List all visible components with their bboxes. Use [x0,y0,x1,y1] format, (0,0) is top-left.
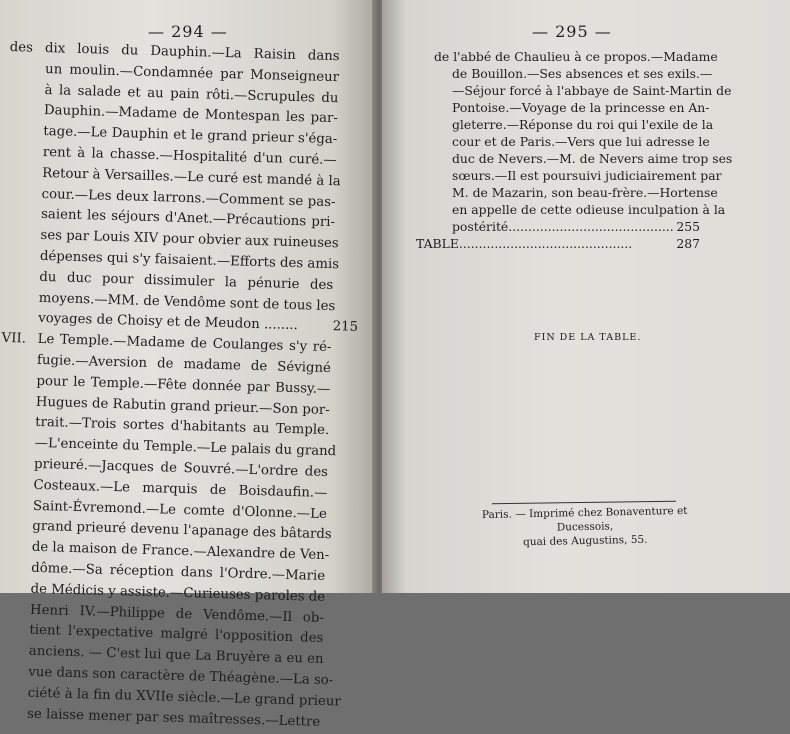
text-line [434,99,710,116]
line-text: ciété à la fin du XVIIe siècle.—Le grand prieur [27,685,341,710]
text-line [434,201,726,218]
table-label: TABLE [416,236,459,251]
colophon-line-2: quai des Augustins, 55. [522,533,648,549]
line-text: se laisse mener par ses maîtresses.—Lettre [26,706,321,730]
text-line [434,82,732,99]
line-text: ses par Louis XIV pour obvier aux ruineuses [40,228,339,252]
left-page-text [0,38,359,733]
line-text: fugie.—Aversion de madame de Sévigné [36,352,332,377]
printer-colophon [470,504,701,551]
line-text: de la maison de France.—Alexandre de Ven- [31,539,330,564]
line-text: voyages de Choisy et de Meudon [37,311,261,333]
page-number-left: — 294 — [148,22,228,41]
line-text: de Bouillon.—Ses absences et ses exils.— [452,66,713,81]
left-page [0,0,378,730]
page-number-right: — 295 — [532,22,612,41]
line-text: gleterre.—Réponse du roi qui l'exile de la [452,117,714,132]
line-text: de Médicis y assiste.—Curieuses paroles de [30,581,326,605]
dot-leader: ........ [259,317,299,334]
text-line [434,48,718,65]
text-line [434,150,733,167]
dot-leader: .......................................... [508,219,674,234]
line-text: moyens.—MM. de Vendôme sont de tous les [38,290,336,314]
line-text: rent à la chasse.—Hospitalité d'un curé.— [42,144,337,169]
right-page [382,0,790,593]
line-text: vue dans son caractère de Théagène.—La so- [28,664,334,689]
line-text: un moulin.—Condamnée par Monseigneur [44,61,340,85]
toc-entry-table [416,235,700,252]
table-page-ref: 287 [676,236,700,251]
text-line [434,65,713,82]
end-of-table: FIN DE LA TABLE. [534,332,642,343]
line-text: trait.—Trois sortes d'habitants au Temple. [35,415,330,439]
line-text: du duc pour dissimuler la pénurie des [39,269,334,293]
line-text: de l'abbé de Chaulieu à ce propos.—Madame [434,49,718,64]
line-text: sœurs.—Il est poursuivi judiciairement par [452,168,722,183]
line-text: dôme.—Sa réception dans l'Ordre.—Marie [30,560,326,584]
line-text: tage.—Le Dauphin et le grand prieur s'éga- [43,124,338,148]
line-text: duc de Nevers.—M. de Nevers aime trop ses [452,151,733,166]
text-line [434,167,722,184]
line-text: M. de Mazarin, son beau-frère.—Hortense [452,185,718,200]
line-text: cour.—Les deux larrons.—Comment se pas- [41,186,336,210]
colophon-line-1: Paris. — Imprimé chez Bonaventure et Ducessois, [481,504,688,534]
line-text: des dix louis du Dauphin.—La Raisin dans [9,39,340,65]
line-text: Dauphin.—Madame de Montespan les par- [43,103,339,127]
line-text: Le Temple.—Madame de Coulanges s'y ré- [37,332,332,356]
line-text: Henri IV.—Philippe de Vendôme.—Il ob- [29,602,325,626]
text-line [434,184,718,201]
line-text: —Séjour forcé à l'abbaye de Saint-Martin de [452,83,732,98]
line-text: grand prieuré devenu l'apanage des bâtards [32,519,332,543]
text-line [434,133,710,150]
text-line [434,218,700,235]
line-text: Costeaux.—Le marquis de Boisdaufin.— [33,477,328,501]
right-page-text [416,48,733,252]
line-text: —L'enceinte du Temple.—Le palais du grand [34,435,337,460]
line-text: Pontoise.—Voyage de la princesse en An- [452,100,710,115]
line-text: Saint-Évremond.—Le comte d'Olonne.—Le [32,498,328,522]
line-text: saient les séjours d'Anet.—Précautions pri- [40,207,336,231]
line-text: anciens. — C'est lui que La Bruyère a eu en [28,643,324,668]
line-text: dépenses qui s'y faisaient.—Efforts des amis [39,248,340,273]
line-text: Hugues de Rabutin grand prieur.—Son por- [35,394,330,418]
line-text: en appelle de cette odieuse inculpation à la [452,202,726,217]
toc-continuation [434,48,733,235]
line-text: pour le Temple.—Fête donnée par Bussy.— [36,373,331,397]
line-text: Retour à Versailles.—Le curé est mandé à la [42,165,341,190]
last-entry-page-ref: 255 [676,219,700,234]
chapter-number: VII. [1,331,27,347]
line-text: prieuré.—Jacques de Souvré.—L'ordre des [33,456,329,480]
line-text: postérité [452,219,509,234]
dot-leader: ............................................ [458,236,633,251]
entry-page-ref: 215 [332,319,359,336]
line-text: à la salade et au pain rôti.—Scrupules du [44,82,339,106]
text-line [434,116,714,133]
line-text: cour et de Paris.—Vers que lui adresse le [452,134,710,149]
line-text: tient l'expectative malgré l'opposition des [29,623,324,647]
